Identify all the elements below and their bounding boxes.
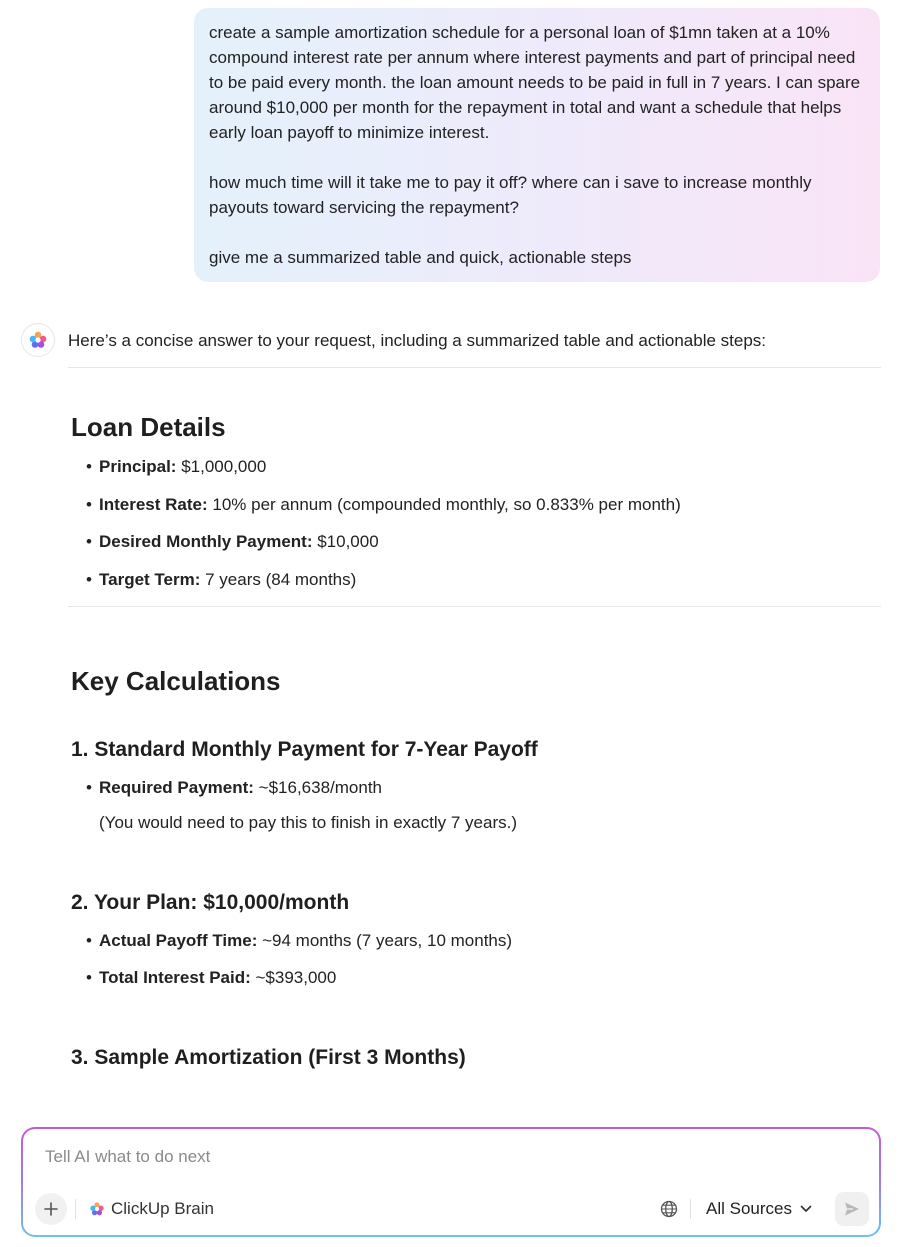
divider — [68, 367, 881, 368]
item-label: Target Term: — [99, 570, 201, 589]
separator — [75, 1199, 76, 1219]
plan-heading: 2. Your Plan: $10,000/month — [71, 891, 350, 914]
loan-details-heading: Loan Details — [71, 412, 226, 442]
item-label: Actual Payoff Time: — [99, 931, 258, 950]
item-label: Total Interest Paid: — [99, 968, 251, 987]
item-value: 7 years (84 months) — [200, 570, 357, 589]
item-value: ~$16,638/month — [253, 778, 383, 797]
send-button[interactable] — [835, 1192, 869, 1226]
list-item: • Interest Rate: 10% per annum (compounded monthly, so 0.833% per month) — [86, 495, 681, 514]
divider — [68, 606, 881, 607]
item-value: ~94 months (7 years, 10 months) — [257, 931, 513, 950]
chevron-down-icon — [800, 1205, 812, 1213]
item-value: $10,000 — [312, 532, 379, 551]
list-item: • Principal: $1,000,000 — [86, 457, 267, 476]
response-intro: Here’s a concise answer to your request, including a summarized table and actionable steps: — [68, 331, 767, 350]
item-label: Interest Rate: — [99, 495, 208, 514]
item-value: $1,000,000 — [176, 457, 267, 476]
add-button[interactable] — [35, 1193, 67, 1225]
assistant-avatar-icon — [21, 323, 55, 357]
globe-icon — [660, 1200, 678, 1218]
item-label: Desired Monthly Payment: — [99, 532, 313, 551]
list-item: • Total Interest Paid: ~$393,000 — [86, 968, 337, 987]
sources-label: All Sources — [706, 1199, 792, 1218]
user-message-paragraph: how much time will it take me to pay it off? where can i save to increase monthly payouts toward servicing the repayment? — [209, 173, 812, 217]
user-message-bubble — [194, 8, 880, 282]
item-label: Required Payment: — [99, 778, 254, 797]
item-value: ~$393,000 — [250, 968, 337, 987]
list-item: • Actual Payoff Time: ~94 months (7 years, 10 months) — [86, 931, 513, 950]
list-item: • Target Term: 7 years (84 months) — [86, 570, 357, 589]
globe-button[interactable] — [657, 1197, 681, 1221]
clickup-brain-label: ClickUp Brain — [111, 1199, 214, 1218]
prompt-composer — [21, 1127, 881, 1237]
prompt-input[interactable] — [45, 1147, 825, 1167]
plus-icon — [44, 1202, 58, 1216]
send-icon — [843, 1200, 861, 1218]
standard-payment-note: (You would need to pay this to finish in exactly 7 years.) — [99, 813, 517, 832]
sample-amortization-heading: 3. Sample Amortization (First 3 Months) — [71, 1046, 466, 1069]
key-calculations-heading: Key Calculations — [71, 666, 281, 696]
separator — [690, 1199, 691, 1219]
item-label: Principal: — [99, 457, 177, 476]
item-value: 10% per annum (compounded monthly, so 0.833% per month) — [207, 495, 681, 514]
user-message-paragraph: give me a summarized table and quick, actionable steps — [209, 248, 632, 267]
list-item: • Desired Monthly Payment: $10,000 — [86, 532, 379, 551]
sources-dropdown[interactable] — [706, 1195, 812, 1223]
list-item: • Required Payment: ~$16,638/month — [86, 778, 383, 797]
standard-payment-heading: 1. Standard Monthly Payment for 7-Year Payoff — [71, 738, 538, 761]
clickup-brain-icon — [89, 1201, 105, 1217]
user-message-paragraph: create a sample amortization schedule for a personal loan of $1mn taken at a 10% compound interest rate per annum where interest payments and part of principal need to be paid every month. the loan amount needs to be paid in full in 7 years. I can spare around $10,000 per month for the repayment in total and want a schedule that helps early loan payoff to minimize interest. — [209, 23, 861, 142]
clickup-brain-button[interactable] — [89, 1195, 214, 1223]
